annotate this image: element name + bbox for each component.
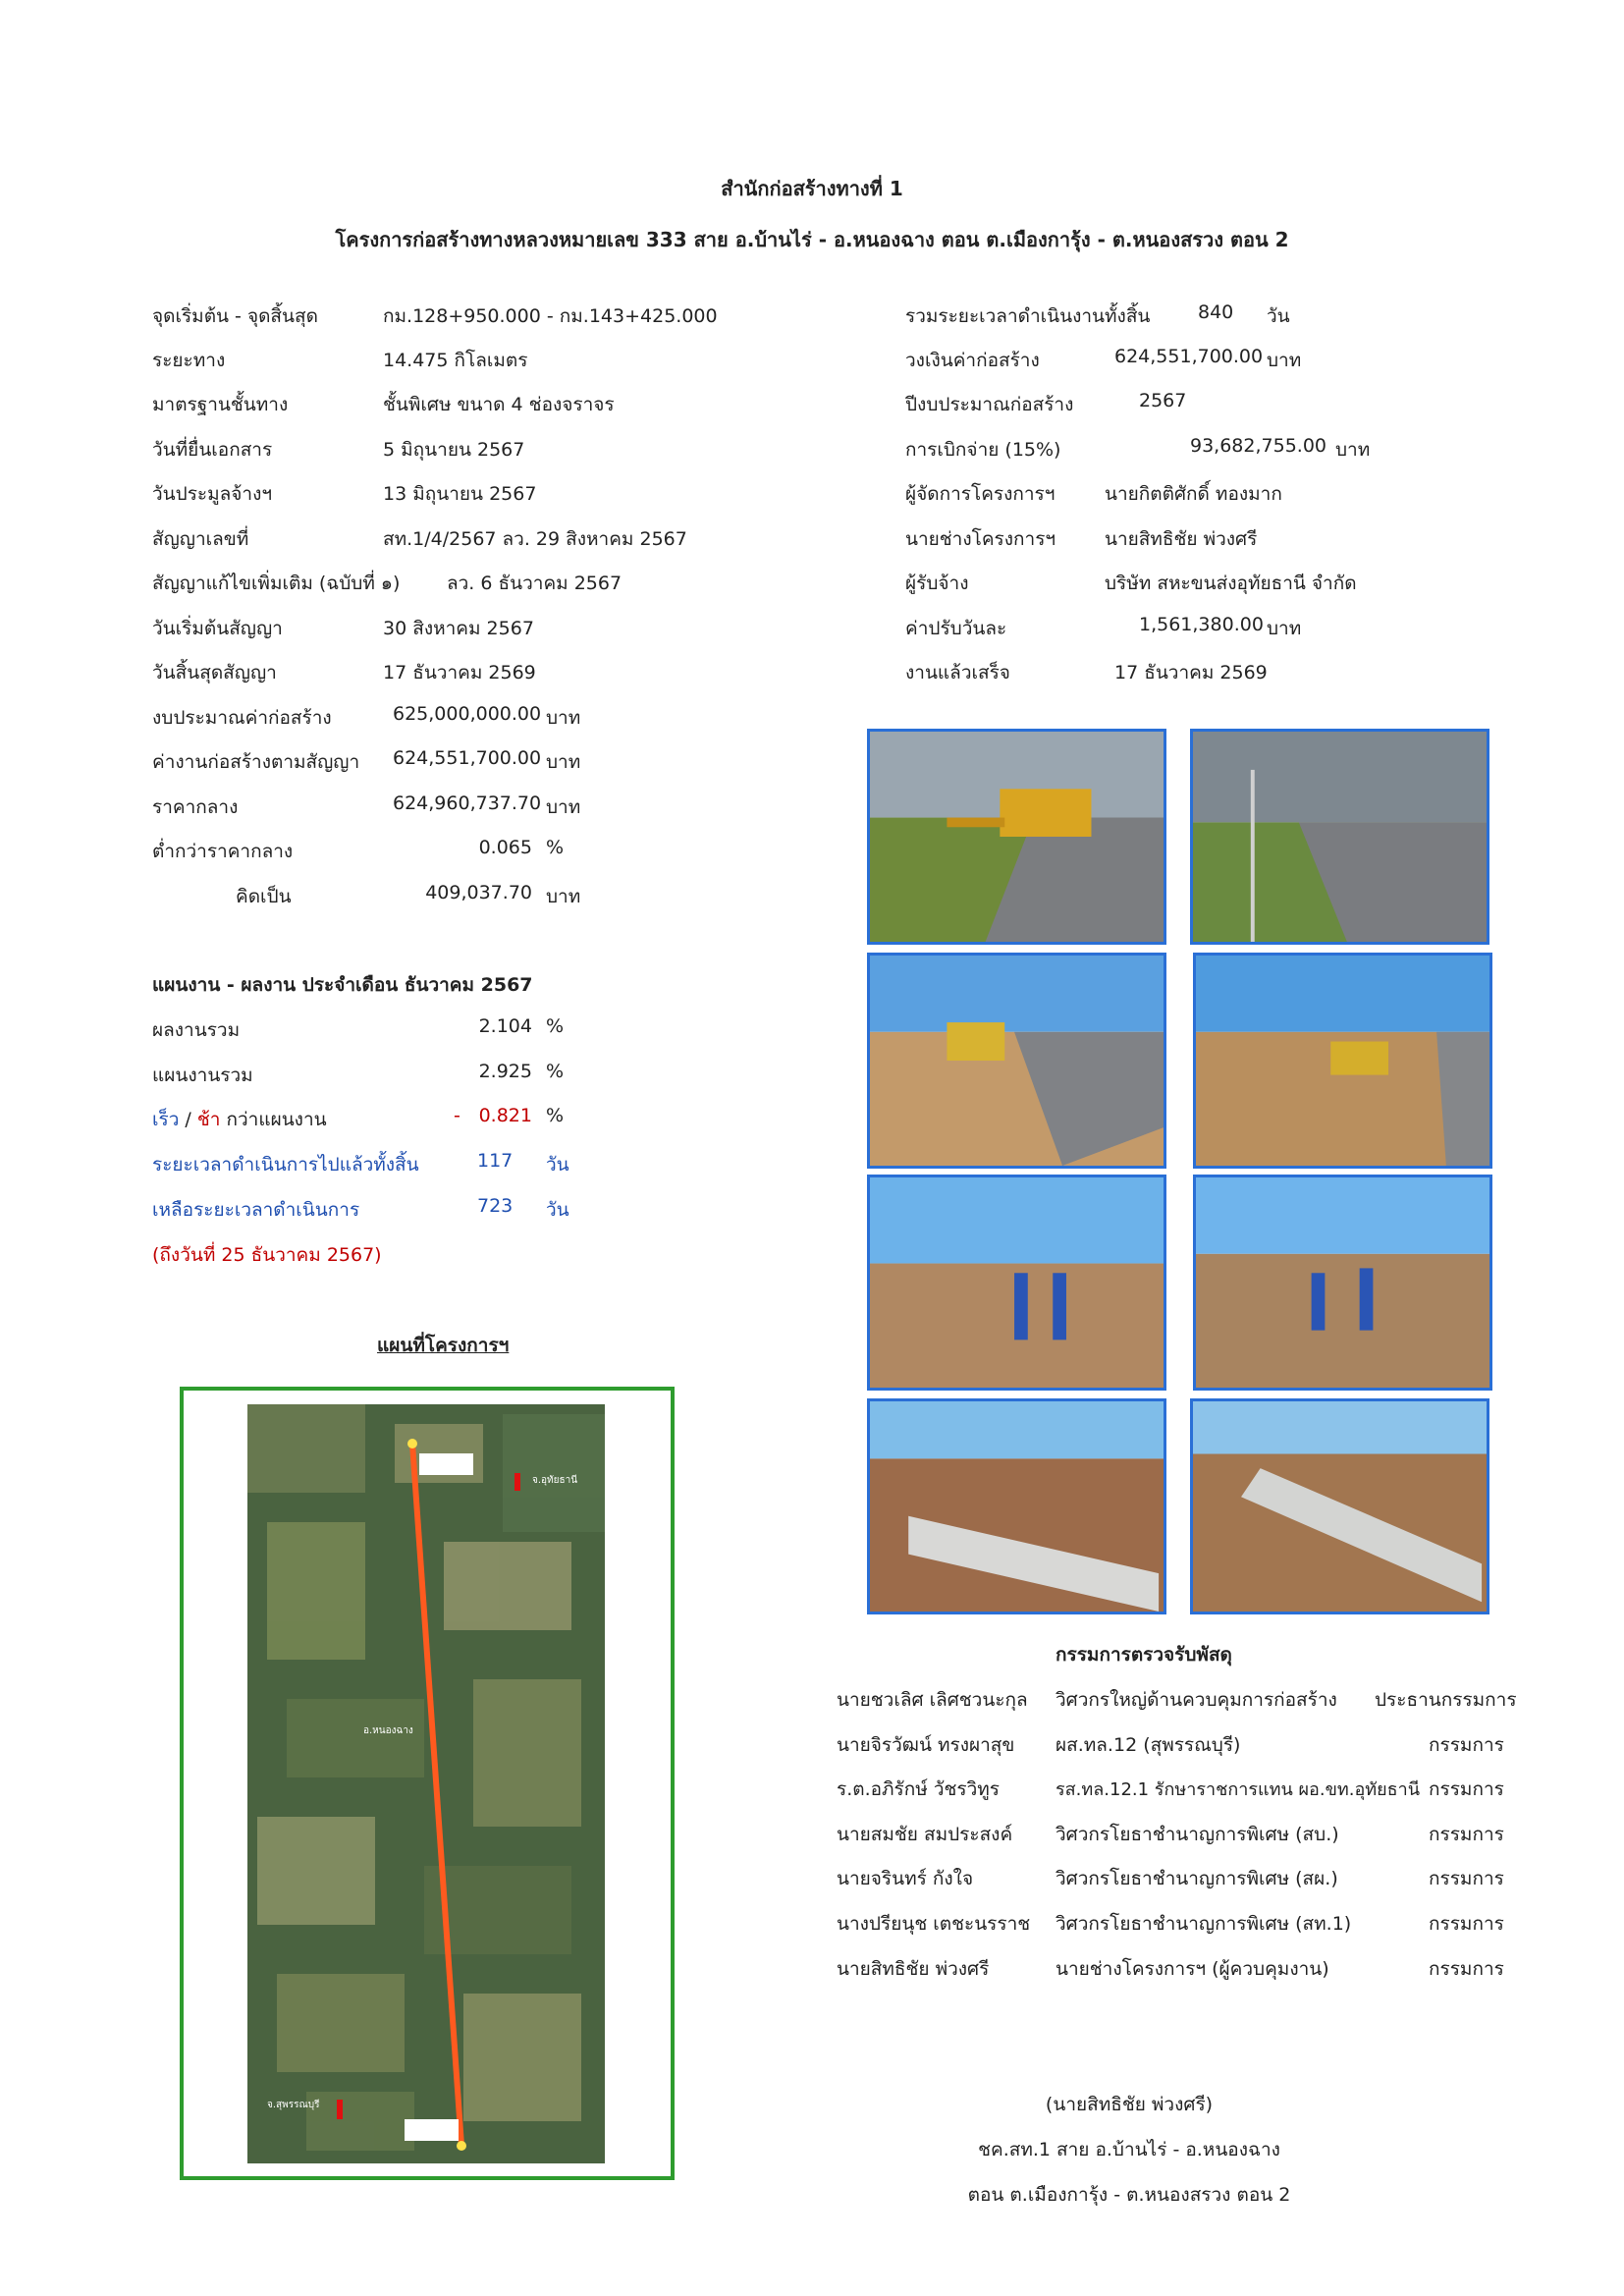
- info-label: วันสิ้นสุดสัญญา: [152, 662, 277, 683]
- north-arrow: [514, 1473, 520, 1491]
- member-role: กรรมการ: [1429, 1778, 1504, 1800]
- info-label: สัญญาแก้ไขเพิ่มเติม (ฉบับที่ ๑): [152, 573, 401, 594]
- actual-label: ผลงานรวม: [152, 1019, 241, 1041]
- member-position: วิศวกรโยธาชำนาญการพิเศษ (สท.1): [1056, 1913, 1352, 1935]
- site-photo-excavator: [867, 729, 1166, 945]
- info-unit: บาท: [1335, 439, 1371, 461]
- info-value: กม.128+950.000 - กม.143+425.000: [383, 305, 718, 327]
- diff-value: 0.821: [478, 1105, 532, 1126]
- budget-label: คิดเป็น: [236, 886, 292, 907]
- budget-label: ราคากลาง: [152, 796, 239, 818]
- plan-value: 2.925: [478, 1061, 532, 1082]
- member-role: ประธานกรรมการ: [1375, 1689, 1517, 1711]
- signer-name: (นายสิทธิชัย พ่วงศรี): [1045, 2094, 1214, 2115]
- elapsed-value: 117: [477, 1150, 514, 1172]
- info-value: ชั้นพิเศษ ขนาด 4 ช่องจราจร: [383, 394, 615, 415]
- project-title: โครงการก่อสร้างทางหลวงหมายเลข 333 สาย อ.บ้านไร่ - อ.หนองฉาง ตอน ต.เมืองการุ้ง - ต.หนองสรวง ตอน 2: [335, 228, 1289, 251]
- start-point: [407, 1439, 417, 1449]
- info-value: 17 ธันวาคม 2569: [383, 662, 536, 683]
- elapsed-unit: วัน: [546, 1154, 569, 1175]
- info-value: 93,682,755.00: [1190, 435, 1327, 457]
- budget-unit: บาท: [546, 886, 581, 907]
- member-name: นายสิทธิชัย พ่วงศรี: [837, 1958, 990, 1980]
- info-label: สัญญาเลขที่: [152, 528, 249, 550]
- end-point: [457, 2141, 466, 2151]
- diff-sign: -: [454, 1105, 460, 1126]
- plan-unit: %: [546, 1061, 565, 1082]
- info-unit: บาท: [1267, 618, 1302, 639]
- budget-unit: บาท: [546, 751, 581, 773]
- signer-title-1: ชค.สท.1 สาย อ.บ้านไร่ - อ.หนองฉาง: [978, 2139, 1280, 2160]
- member-position: วิศวกรโยธาชำนาญการพิเศษ (สบ.): [1056, 1824, 1339, 1845]
- info-value: 840: [1198, 301, 1234, 323]
- member-name: นางปรียนุช เตชะนรราช: [837, 1913, 1031, 1935]
- info-label: วันเริ่มต้นสัญญา: [152, 618, 283, 639]
- info-value: บริษัท สหะขนส่งอุทัยธานี จำกัด: [1105, 573, 1357, 594]
- member-name: นายจิรวัฒน์ ทรงผาสุข: [837, 1734, 1015, 1756]
- elapsed-label: ระยะเวลาดำเนินการไปแล้วทั้งสิ้น: [152, 1154, 419, 1175]
- member-position: วิศวกรโยธาชำนาญการพิเศษ (สผ.): [1056, 1868, 1338, 1889]
- budget-label: งบประมาณค่าก่อสร้าง: [152, 707, 332, 729]
- info-label: มาตรฐานชั้นทาง: [152, 394, 289, 415]
- slash: /: [179, 1109, 197, 1130]
- map-title: แผนที่โครงการฯ: [377, 1335, 510, 1356]
- info-value: 624,551,700.00: [1114, 346, 1264, 367]
- site-photo-grader-2: [1193, 953, 1492, 1169]
- member-name: นายสมชัย สมประสงค์: [837, 1824, 1013, 1845]
- actual-value: 2.104: [478, 1015, 532, 1037]
- fast-label: เร็ว: [152, 1109, 180, 1130]
- info-value: 30 สิงหาคม 2567: [383, 618, 534, 639]
- info-label: ผู้จัดการโครงการฯ: [905, 483, 1056, 505]
- info-label: ปีงบประมาณก่อสร้าง: [905, 394, 1074, 415]
- budget-value: 0.065: [478, 837, 532, 858]
- info-value: 1,561,380.00: [1139, 614, 1264, 635]
- member-role: กรรมการ: [1429, 1824, 1504, 1845]
- member-role: กรรมการ: [1429, 1913, 1504, 1935]
- info-label: รวมระยะเวลาดำเนินงานทั้งสิ้น: [905, 305, 1151, 327]
- info-label: วันที่ยื่นเอกสาร: [152, 439, 273, 461]
- site-photo-workers: [867, 1175, 1166, 1391]
- member-role: กรรมการ: [1429, 1868, 1504, 1889]
- speed-suffix: กว่าแผนงาน: [220, 1109, 327, 1130]
- info-label: วงเงินค่าก่อสร้าง: [905, 350, 1040, 371]
- budget-value: 409,037.70: [425, 882, 532, 903]
- info-value: 5 มิถุนายน 2567: [383, 439, 525, 461]
- plan-label: แผนงานรวม: [152, 1065, 253, 1086]
- member-position: วิศวกรใหญ่ด้านควบคุมการก่อสร้าง: [1056, 1689, 1337, 1711]
- committee-title: กรรมการตรวจรับพัสดุ: [1056, 1644, 1232, 1666]
- info-value: 14.475 กิโลเมตร: [383, 350, 528, 371]
- site-photo-workers-2: [1193, 1175, 1492, 1391]
- info-label: การเบิกจ่าย (15%): [905, 439, 1061, 461]
- map-label-bottom: จ.สุพรรณบุรี: [267, 2100, 320, 2110]
- map-label-mid: อ.หนองฉาง: [363, 1725, 413, 1736]
- info-label: วันประมูลจ้างฯ: [152, 483, 273, 505]
- budget-label: ค่างานก่อสร้างตามสัญญา: [152, 751, 360, 773]
- budget-value: 624,960,737.70: [393, 793, 542, 814]
- budget-label: ต่ำกว่าราคากลาง: [152, 841, 294, 862]
- info-unit: วัน: [1267, 305, 1290, 327]
- info-value: นายกิตติศักดิ์ ทองมาก: [1105, 483, 1282, 505]
- speed-label: [152, 1105, 327, 1134]
- remain-value: 723: [477, 1195, 514, 1217]
- map-graphic: [247, 1404, 605, 2163]
- member-position: รส.ทล.12.1 รักษาราชการแทน ผอ.ขท.อุทัยธานี: [1056, 1779, 1421, 1800]
- info-value: 2567: [1139, 390, 1187, 411]
- site-photo-pipes: [867, 1398, 1166, 1614]
- info-label: ระยะทาง: [152, 350, 226, 371]
- budget-unit: บาท: [546, 707, 581, 729]
- info-label: ค่าปรับวันละ: [905, 618, 1007, 639]
- member-name: นายชวเลิศ เลิศชวนะกุล: [837, 1689, 1028, 1711]
- member-position: นายช่างโครงการฯ (ผู้ควบคุมงาน): [1056, 1958, 1329, 1980]
- progress-heading: แผนงาน - ผลงาน ประจำเดือน ธันวาคม 2567: [152, 974, 533, 996]
- office-title: สำนักก่อสร้างทางที่ 1: [721, 177, 903, 200]
- info-label: นายช่างโครงการฯ: [905, 528, 1056, 550]
- info-unit: บาท: [1267, 350, 1302, 371]
- site-photo-grader: [867, 953, 1166, 1169]
- remain-unit: วัน: [546, 1199, 569, 1221]
- signer-title-2: ตอน ต.เมืองการุ้ง - ต.หนองสรวง ตอน 2: [967, 2184, 1291, 2206]
- remain-label: เหลือระยะเวลาดำเนินการ: [152, 1199, 360, 1221]
- end-callout: [405, 2119, 459, 2141]
- budget-value: 625,000,000.00: [393, 703, 542, 725]
- info-label: ผู้รับจ้าง: [905, 573, 969, 594]
- slow-label: ช้า: [196, 1109, 221, 1130]
- info-label: งานแล้วเสร็จ: [905, 662, 1010, 683]
- actual-unit: %: [546, 1015, 565, 1037]
- start-callout: [419, 1453, 473, 1475]
- info-value: ลว. 6 ธันวาคม 2567: [447, 573, 623, 594]
- info-label: จุดเริ่มต้น - จุดสิ้นสุด: [152, 305, 318, 327]
- member-role: กรรมการ: [1429, 1734, 1504, 1756]
- diff-unit: %: [546, 1105, 565, 1126]
- member-position: ผส.ทล.12 (สุพรรณบุรี): [1056, 1734, 1241, 1756]
- member-name: นายจรินทร์ กังใจ: [837, 1868, 974, 1889]
- info-value: 13 มิถุนายน 2567: [383, 483, 537, 505]
- info-value: สท.1/4/2567 ลว. 29 สิงหาคม 2567: [383, 528, 687, 550]
- member-role: กรรมการ: [1429, 1958, 1504, 1980]
- south-arrow: [337, 2100, 343, 2119]
- member-name: ร.ต.อภิรักษ์ วัชรวิทูร: [837, 1778, 1000, 1800]
- info-value: นายสิทธิชัย พ่วงศรี: [1105, 528, 1258, 550]
- project-map: [247, 1404, 605, 2163]
- site-photo-pipes-2: [1190, 1398, 1489, 1614]
- map-label-top: จ.อุทัยธานี: [532, 1475, 578, 1486]
- budget-unit: บาท: [546, 796, 581, 818]
- site-photo-road: [1190, 729, 1489, 945]
- info-value: 17 ธันวาคม 2569: [1114, 662, 1268, 683]
- budget-value: 624,551,700.00: [393, 747, 542, 769]
- as-of-date: (ถึงวันที่ 25 ธันวาคม 2567): [152, 1244, 382, 1266]
- budget-unit: %: [546, 837, 565, 858]
